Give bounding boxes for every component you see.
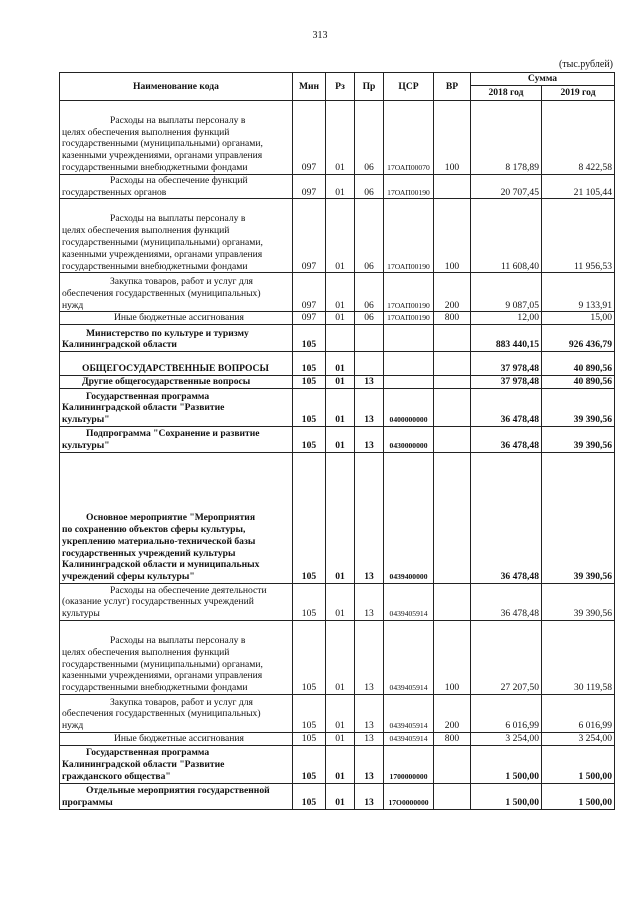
row-sum-2019: 6 016,99 [542,694,615,732]
row-min: 105 [293,783,326,809]
budget-table [59,72,615,810]
row-name-line: культуры" [62,440,110,452]
row-vr: 100 [434,199,471,273]
row-min: 105 [293,376,326,389]
row-sum-2018: 3 254,00 [471,732,542,745]
row-sum-2018: 12,00 [471,312,542,325]
row-csr [384,352,434,376]
row-name [60,325,293,352]
row-name [60,376,293,389]
row-name [60,620,293,694]
row-min: 105 [293,732,326,745]
row-name [60,352,293,376]
row-min: 105 [293,352,326,376]
row-name-line: программы [62,796,113,808]
row-pr: 13 [355,376,384,389]
row-name [60,583,293,620]
row-vr: 800 [434,732,471,745]
row-vr: 200 [434,694,471,732]
row-sum-2018: 36 478,48 [471,452,542,583]
row-name [60,783,293,809]
row-name-line: Закупка товаров, работ и услуг для [110,276,253,287]
row-vr [434,583,471,620]
row-name-line: Государственная программа [86,390,210,402]
row-vr: 200 [434,273,471,312]
row-csr: 0439405914 [384,732,434,745]
row-pr: 13 [355,620,384,694]
row-min: 097 [293,100,326,174]
row-pr: 13 [355,783,384,809]
row-csr [384,376,434,389]
row-csr: 17ОАП00190 [384,273,434,312]
row-min: 105 [293,325,326,352]
row-name [60,100,293,174]
row-rz: 01 [326,426,355,452]
page-number: 313 [312,30,328,41]
row-sum-2018: 36 478,48 [471,388,542,426]
table-row [60,388,615,426]
row-name-line: укреплению материально-технической базы [62,535,256,547]
row-sum-2019: 1 500,00 [542,783,615,809]
row-name-line: Отдельные мероприятия государственной [86,785,270,797]
row-sum-2019: 40 890,56 [542,376,615,389]
row-min: 097 [293,174,326,199]
row-vr [434,452,471,583]
row-vr [434,174,471,199]
row-rz: 01 [326,199,355,273]
units-label: (тыс.рублей) [558,59,613,70]
row-pr [355,352,384,376]
row-csr: 0439400000 [384,452,434,583]
row-sum-2019: 9 133,91 [542,273,615,312]
row-name [60,694,293,732]
row-sum-2018: 37 978,48 [471,376,542,389]
row-sum-2018: 37 978,48 [471,352,542,376]
row-sum-2019: 39 390,56 [542,426,615,452]
table-row [60,732,615,745]
row-csr: 0439405914 [384,694,434,732]
row-rz [326,325,355,352]
row-rz: 01 [326,100,355,174]
row-sum-2019: 21 105,44 [542,174,615,199]
row-name-line: государственными внебюджетными фондами [62,260,248,272]
table-row [60,352,615,376]
row-name [60,199,293,273]
row-sum-2019: 8 422,58 [542,100,615,174]
row-pr: 06 [355,312,384,325]
row-sum-2019: 39 390,56 [542,388,615,426]
row-csr: 17О0000000 [384,783,434,809]
row-rz: 01 [326,273,355,312]
row-vr [434,325,471,352]
header-pr: Пр [355,73,384,101]
row-name-line: государственными (муниципальными) органами, [62,658,263,670]
table-body [60,100,615,809]
row-sum-2019: 926 436,79 [542,325,615,352]
row-csr: 0430000000 [384,426,434,452]
row-name [60,452,293,583]
table-row [60,312,615,325]
row-sum-2018: 9 087,05 [471,273,542,312]
row-name-line: (оказание услуг) государственных учреждений [62,596,254,608]
row-pr: 06 [355,273,384,312]
row-csr: 0439405914 [384,620,434,694]
row-name-line: государственными внебюджетными фондами [62,162,248,173]
row-csr: 0439405914 [384,583,434,620]
row-name [60,388,293,426]
row-name [60,174,293,199]
row-vr [434,783,471,809]
row-sum-2019: 40 890,56 [542,352,615,376]
row-name-line: государственными (муниципальными) органами, [62,138,263,150]
row-pr: 13 [355,426,384,452]
row-name-line: Иные бюджетные ассигнования [114,732,244,744]
row-rz: 01 [326,745,355,783]
row-name-line: культуры [62,608,100,620]
row-name-line: Расходы на выплаты персоналу в [110,635,246,646]
row-name-line: гражданского общества" [62,770,171,782]
row-name-line: государственными (муниципальными) органами, [62,237,263,248]
row-name-line: Иные бюджетные ассигнования [114,312,244,324]
row-pr: 13 [355,732,384,745]
row-vr: 100 [434,620,471,694]
row-vr [434,352,471,376]
header-min: Мин [293,73,326,101]
row-name-line: ОБЩЕГОСУДАРСТВЕННЫЕ ВОПРОСЫ [82,363,269,375]
row-pr: 13 [355,694,384,732]
row-sum-2018: 883 440,15 [471,325,542,352]
row-min: 105 [293,620,326,694]
row-sum-2018: 11 608,40 [471,199,542,273]
row-csr: 1700000000 [384,745,434,783]
row-csr: 17ОАП00070 [384,100,434,174]
row-name-line: государственными внебюджетными фондами [62,682,248,694]
row-rz: 01 [326,312,355,325]
row-sum-2018: 8 178,89 [471,100,542,174]
table-row [60,694,615,732]
row-name [60,312,293,325]
header-sum: Сумма [471,73,615,86]
row-name [60,426,293,452]
row-sum-2018: 27 207,50 [471,620,542,694]
row-sum-2018: 20 707,45 [471,174,542,199]
table-row [60,199,615,273]
row-name-line: государственных органов [62,186,167,198]
row-sum-2018: 1 500,00 [471,745,542,783]
row-min: 105 [293,583,326,620]
table-row [60,325,615,352]
row-pr: 13 [355,745,384,783]
row-sum-2018: 36 478,48 [471,583,542,620]
row-rz: 01 [326,783,355,809]
row-name-line: целях обеспечения выполнения функций [62,126,230,138]
row-rz: 01 [326,694,355,732]
row-sum-2019: 15,00 [542,312,615,325]
row-rz: 01 [326,583,355,620]
row-rz: 01 [326,452,355,583]
row-name-line: Калининградской области "Развитие [62,402,225,414]
row-min: 097 [293,273,326,312]
table-row [60,376,615,389]
row-rz: 01 [326,388,355,426]
row-name-line: учреждений сферы культуры" [62,571,195,583]
row-vr [434,426,471,452]
row-vr: 100 [434,100,471,174]
row-name-line: государственных учреждений культуры [62,547,236,559]
row-rz: 01 [326,352,355,376]
row-name-line: обеспечения государственных (муниципальных) [62,287,261,299]
row-rz: 01 [326,376,355,389]
row-pr: 13 [355,388,384,426]
row-sum-2018: 1 500,00 [471,783,542,809]
row-sum-2019: 39 390,56 [542,452,615,583]
row-sum-2019: 30 119,58 [542,620,615,694]
row-csr [384,325,434,352]
row-csr: 17ОАП00190 [384,312,434,325]
row-name-line: целях обеспечения выполнения функций [62,646,230,658]
table-row [60,426,615,452]
row-sum-2019: 1 500,00 [542,745,615,783]
row-vr: 800 [434,312,471,325]
row-csr: 17ОАП00190 [384,174,434,199]
table-row [60,174,615,199]
row-min: 105 [293,388,326,426]
row-pr: 13 [355,583,384,620]
row-name [60,732,293,745]
row-name [60,273,293,312]
table-row [60,100,615,174]
row-name [60,745,293,783]
row-name-line: обеспечения государственных (муниципальных) [62,708,261,720]
row-name-line: Другие общегосударственные вопросы [82,376,251,388]
header-2019: 2019 год [542,85,615,100]
header-rz: Рз [326,73,355,101]
header-csr: ЦСР [384,73,434,101]
table-row [60,273,615,312]
table-row [60,783,615,809]
table-row [60,745,615,783]
row-name-line: Государственная программа [86,747,210,759]
row-csr: 0400000000 [384,388,434,426]
row-min: 105 [293,745,326,783]
row-name-line: Закупка товаров, работ и услуг для [110,696,253,708]
row-pr: 06 [355,174,384,199]
table-row [60,583,615,620]
row-name-line: культуры" [62,414,110,426]
table-row [60,452,615,583]
row-sum-2019: 11 956,53 [542,199,615,273]
row-rz: 01 [326,732,355,745]
row-sum-2019: 3 254,00 [542,732,615,745]
row-pr [355,325,384,352]
row-name-line: Расходы на обеспечение деятельности [110,584,267,596]
row-pr: 06 [355,100,384,174]
row-sum-2018: 36 478,48 [471,426,542,452]
header-name: Наименование кода [60,73,293,101]
row-name-line: казенными учреждениями, органами управления [62,670,263,682]
row-name-line: Калининградской области и муниципальных [62,559,260,571]
row-name-line: Подпрограмма "Сохранение и развитие [86,428,260,440]
row-rz: 01 [326,620,355,694]
row-min: 097 [293,312,326,325]
row-name-line: Расходы на выплаты персоналу в [110,114,246,126]
row-sum-2019: 39 390,56 [542,583,615,620]
row-name-line: Калининградской области [62,339,177,351]
row-name-line: Министерство по культуре и туризму [86,327,249,339]
row-name-line: Расходы на обеспечение функций [110,174,248,186]
row-name-line: казенными учреждениями, органами управления [62,150,263,162]
row-vr [434,388,471,426]
row-name-line: казенными учреждениями, органами управления [62,248,263,260]
row-vr [434,376,471,389]
row-min: 105 [293,694,326,732]
row-pr: 06 [355,199,384,273]
row-pr: 13 [355,452,384,583]
header-vr: ВР [434,73,471,101]
table-row [60,620,615,694]
row-min: 105 [293,426,326,452]
header-2018: 2018 год [471,85,542,100]
row-name-line: по сохранению объектов сферы культуры, [62,524,246,535]
row-name-line: нужд [62,720,84,732]
row-name-line: Расходы на выплаты персоналу в [110,213,246,225]
row-name-line: целях обеспечения выполнения функций [62,225,230,237]
row-sum-2018: 6 016,99 [471,694,542,732]
row-min: 097 [293,199,326,273]
row-min: 105 [293,452,326,583]
row-vr [434,745,471,783]
row-name-line: Основное мероприятие "Мероприятия [86,512,256,524]
row-rz: 01 [326,174,355,199]
row-name-line: нужд [62,299,84,311]
row-csr: 17ОАП00190 [384,199,434,273]
row-name-line: Калининградской области "Развитие [62,759,225,771]
